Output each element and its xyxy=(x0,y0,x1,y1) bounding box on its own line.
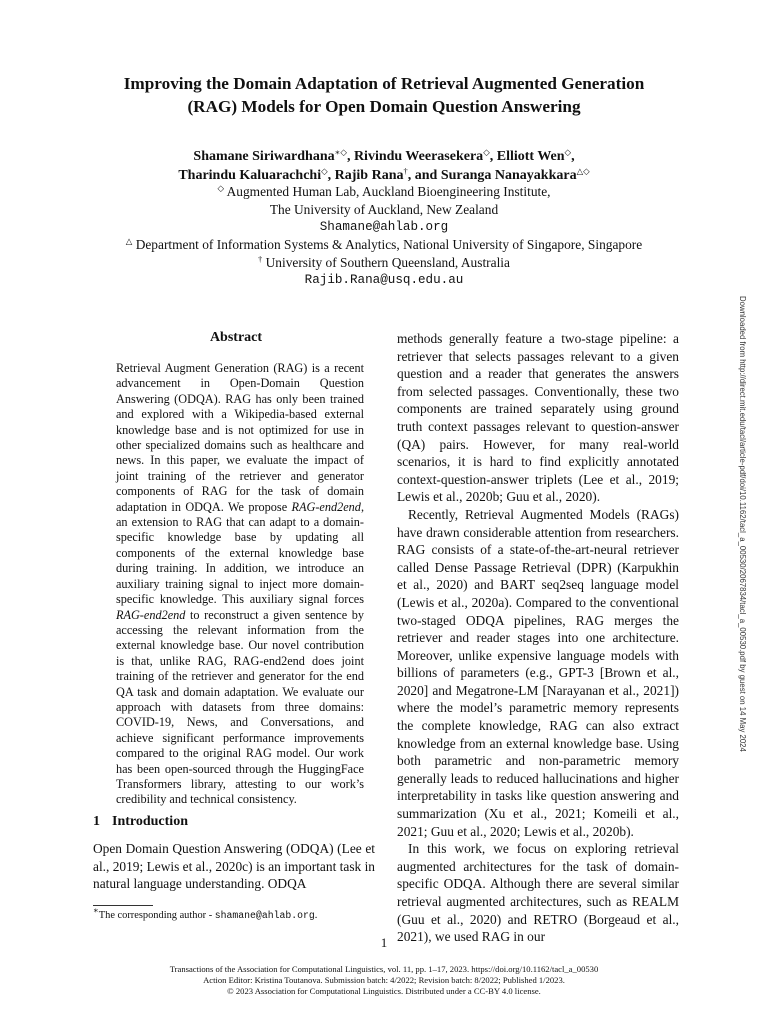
email-link[interactable]: Rajib.Rana@usq.edu.au xyxy=(304,272,464,287)
intro-paragraph-1: Open Domain Question Answering (ODQA) (Lee et al., 2019; Lewis et al., 2020c) is an important task in natural language understanding. ODQA xyxy=(93,841,375,892)
affiliation-text: Department of Information Systems & Analytics, National University of Singapore, Singapore xyxy=(135,237,643,253)
author-line-1 xyxy=(70,147,698,166)
footer-line-2: Action Editor: Kristina Toutanova. Submission batch: 4/2022; Revision batch: 8/2022; Published 1/2023. xyxy=(203,974,565,985)
author-marks: ◇ xyxy=(483,147,490,157)
method-name: RAG-end2end xyxy=(291,499,361,514)
footnote-end: . xyxy=(314,910,318,921)
section-title: Introduction xyxy=(112,814,188,829)
method-name: RAG-end2end xyxy=(116,607,186,622)
section-number: 1 xyxy=(93,814,100,829)
title-line-1: Improving the Domain Adaptation of Retrieval Augmented Generation xyxy=(123,74,645,93)
affiliations xyxy=(60,183,708,290)
author-separator: , xyxy=(346,149,354,164)
abstract-heading: Abstract xyxy=(209,330,263,345)
author-separator: , xyxy=(489,149,497,164)
author-name: Rivindu Weerasekera xyxy=(353,149,484,164)
affiliation-1 xyxy=(60,183,708,201)
author-marks: ◇ xyxy=(564,147,572,157)
footnote-text: The corresponding author - xyxy=(98,910,215,921)
abstract-text: Retrieval Augment Generation (RAG) is a recent advancement in Open-Domain Question Answering (ODQA). RAG has only been trained and explored with a Wikipedia-based external knowledge base and is not optimized for use in other specialized domains such as healthcare and news. In this paper, we evaluate the impact of joint training of the retriever and generator components of RAG for the task of domain adaptation in ODQA. We propose xyxy=(116,361,364,514)
abstract-text: to reconstruct a given sentence by accessing the relevant information from the external knowledge base. Our novel contribution is that, unlike RAG, RAG-end2end does joint training of the retriever and generator for the end QA task and domain adaptation. We evaluate our approach with datasets from three domains: COVID-19, News, and Conversations, and achieve significant performance improvements compared to the original RAG model. Our work has been open-sourced through the HuggingFace Transformers library, attesting to our work’s credibility and technical consistency. xyxy=(116,607,364,807)
author-marks: † xyxy=(403,166,408,176)
author-name: Suranga Nanayakkara xyxy=(440,168,577,183)
section-heading xyxy=(93,814,188,830)
footnote-email[interactable]: shamane@ahlab.org xyxy=(214,910,315,921)
intro-paragraph-2: Recently, Retrieval Augmented Models (RAGs) have drawn considerable attention from researchers. RAG consists of a state-of-the-art-neural retriever called Dense Passage Retrieval (DPR) (Karpukhin et al., 2020) and BART seq2seq language model (Lewis et al., 2020a). Compared to the conventional two-staged ODQA pipelines, RAG merges the retriever and reader stages into one architecture. Moreover, unlike expensive language models with billions of parameters (e.g., GPT-3 [Brown et al., 2020] and Megatrone-LM [Narayanan et al., 2021]) where the model’s parametric memory represents the complete knowledge, RAG can also extract knowledge from an external knowledge base. Using both parametric and non-parametric memory generally leads to reduced hallucinations and higher interpretability in tasks like question answering and summarization (Xu et al., 2021; Komeili et al., 2021; Guu et al., 2020; Lewis et al., 2020b). xyxy=(397,506,679,839)
author-name: Rajib Rana xyxy=(334,168,404,183)
journal-footer xyxy=(100,964,668,996)
affiliation-text: University of Southern Queensland, Australia xyxy=(265,255,510,271)
footnote xyxy=(93,905,375,922)
author-name: Shamane Siriwardhana xyxy=(193,149,335,164)
footnote-mark: ∗ xyxy=(93,905,99,915)
affiliation-mark: ◇ xyxy=(217,183,225,193)
author-separator: , xyxy=(571,149,575,164)
author-and: , and xyxy=(407,168,441,183)
abstract-body xyxy=(116,361,364,808)
author-separator: , xyxy=(327,168,335,183)
right-column xyxy=(397,330,679,946)
footer-line-1: Transactions of the Association for Computational Linguistics, vol. 11, pp. 1–17, 2023. https://doi.org/10.1162/tacl_a_00530 xyxy=(169,964,599,974)
author-marks: ∗◇ xyxy=(334,147,347,157)
email-link[interactable]: Shamane@ahlab.org xyxy=(319,219,449,234)
author-marks: ◇ xyxy=(321,166,328,176)
title-line-2: (RAG) Models for Open Domain Question Answering xyxy=(187,97,581,116)
page-number: 1 xyxy=(380,935,388,950)
watermark-text: Downloaded from http://direct.mit.edu/tacl/article-pdf/doi/10.1162/tacl_a_00530/2067834/tacl_a_00530.pdf by guest on 14 May 2024 xyxy=(738,296,747,752)
intro-paragraph-1-cont: methods generally feature a two-stage pipeline: a retriever that selects passages relevant to a given question and a reader that generates the answers from selected passages. Conventionally, these two components are trained separately using ground truth context passages relevant to question-answer (QA) pairs. However, for many real-world scenarios, it is hard to find explicitly annotated context-question-answer triplets (Lee et al., 2019; Lewis et al., 2020b; Guu et al., 2020). xyxy=(397,331,679,505)
affiliation-2 xyxy=(60,236,708,254)
affiliation-1-cont: The University of Auckland, New Zealand xyxy=(269,201,499,217)
intro-paragraph-3: In this work, we focus on exploring retrieval augmented architectures for the task of domain-specific ODQA. Although there are several similar retrieval augmented architectures, such as REALM (Guu et al., 2020) and RETRO (Borgeaud et al., 2021), we used RAG in our xyxy=(397,841,679,945)
footer-line-3: © 2023 Association for Computational Linguistics. Distributed under a CC-BY 4.0 license. xyxy=(227,985,541,996)
author-name: Tharindu Kaluarachchi xyxy=(178,168,322,183)
author-marks: △◇ xyxy=(576,166,590,176)
author-name: Elliott Wen xyxy=(496,149,565,164)
author-list xyxy=(70,147,698,185)
footnote-rule xyxy=(93,905,153,906)
download-watermark xyxy=(735,296,747,1006)
affiliation-mark: △ xyxy=(125,236,133,247)
affiliation-3 xyxy=(60,254,708,272)
paper-title xyxy=(80,72,688,118)
affiliation-text: Augmented Human Lab, Auckland Bioengineering Institute, xyxy=(226,184,551,199)
affiliation-mark: † xyxy=(258,254,263,265)
abstract-text: , an extension to RAG that can adapt to a domain-specific knowledge base by updating all components of the external knowledge base during training. In addition, we introduce an auxiliary training signal to inject more domain-specific knowledge. This auxiliary signal forces xyxy=(116,499,364,607)
